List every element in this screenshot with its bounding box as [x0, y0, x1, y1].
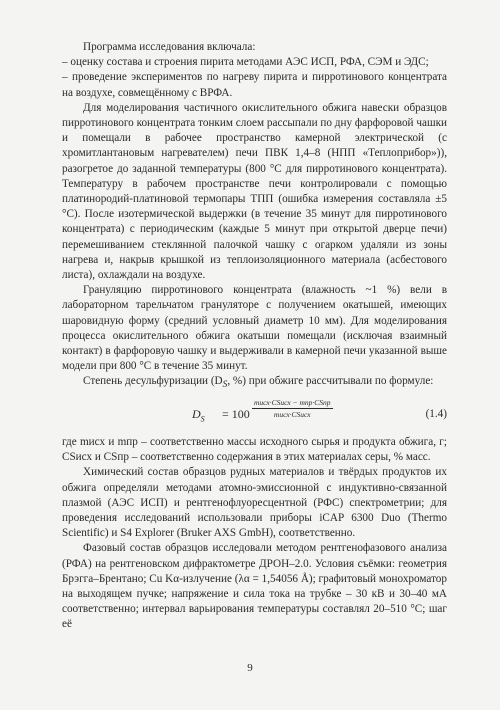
- paragraph-item-1: – оценку состава и строения пирита методами АЭС ИСП, РФА, СЭМ и ЭДС;: [62, 56, 429, 69]
- formula-eq: = 100: [222, 406, 250, 421]
- formula-lhs: [192, 407, 205, 427]
- paragraph-phase: Фазовый состав образцов исследовали методом рентгенофазового анализа (РФА) на рентгеновском дифрактометре ДРОН–2.0. Условия съёмки: геометрия Брэгга–Брентано; Cu Kα-излучение (λα = 1,54056 Å); графитовый монохроматор на выходящем пучке; напряжение и сила тока на трубке – 30 кВ и 30–40 мА соответственно; интервал варьирования температуры составлял 20–510 °С; шаг её: [62, 542, 447, 631]
- formula-1-4: [62, 395, 447, 435]
- desulf-text-a: Степень десульфуризации (D: [83, 375, 223, 388]
- paragraph-program: Программа исследования включала:: [83, 41, 256, 53]
- paragraph-item-2: – проведение экспериментов по нагреву пирита и пирротинового концентрата на воздухе, совмещённому с ВРФА.: [62, 71, 447, 99]
- paragraph-desulfurization: [62, 374, 447, 393]
- formula-numerator: mисх·CSисх − mпр·CSпр: [254, 397, 331, 407]
- paragraph-where: где mисх и mпр – соответственно массы исходного сырья и продукта обжига, г; CSисх и CSпр – соответственно содержания в этих материалах серы, % масс.: [62, 435, 447, 464]
- page-number: 9: [247, 662, 253, 674]
- desulf-sub: S: [222, 380, 228, 391]
- formula-denominator: mисх·CSисх: [273, 409, 311, 419]
- paragraph-roasting: Для моделирования частичного окислительного обжига навески образцов пирротинового концентрата тонким слоем рассыпали по дну фарфоровой чашки и помещали в рабочее пространство камерной электрической (с хромитлантановым нагревателем) печи ПВК 1,4–8 (НПП «Теплоприбор»)), разогретое до заданной температуры (800 °С для пирротинового концентрата). Температуру в рабочем пространстве печи контролировали с помощью платинородий-платиновой термопары ТПП (ошибка измерения составляла ±5 °С). После изотермической выдержки (в течение 35 минут для пирротинового концентрата) с периодическим (каждые 5 минут при открытой дверце печи) перемешиванием стеклянной палочкой чашку с огарком удаляли из зоны нагрева и, накрыв крышкой из теплоизоляционного материала (асбестового листа), охлаждали на воздухе.: [62, 101, 447, 282]
- formula-tag: (1.4): [425, 407, 447, 420]
- formula-lhs-sub: S: [200, 414, 205, 424]
- paragraph-granulation: Грануляцию пирротинового концентрата (влажность ~1 %) вели в лабораторном тарельчатом грануляторе с получением окатышей, имеющих шаровидную форму (средний условный диаметр 10 мм). Для моделирования процесса окислительного обжига окатыши помещали (исключая взаимный контакт) в фарфоровую чашку и выдерживали в камерной печи указанной выше модели при 800 °С в течение 35 минут.: [62, 284, 447, 373]
- formula-lhs-symbol: D: [192, 406, 201, 421]
- desulf-text-b: , %) при обжиге рассчитывали по формуле:: [227, 375, 434, 388]
- formula-fraction: [252, 397, 333, 420]
- paragraph-chemical: Химический состав образцов рудных материалов и твёрдых продуктов их обжига определяли методами атомно-эмиссионной с индуктивно-связанной плазмой (АЭС ИСП) и рентгенофлуоресцентной (РФС) спектрометрии; для проведения исследований использовали приборы iCAP 6300 Duo (Thermo Scientific) и S4 Explorer (Bruker AXS GmbH), соответственно.: [62, 466, 447, 540]
